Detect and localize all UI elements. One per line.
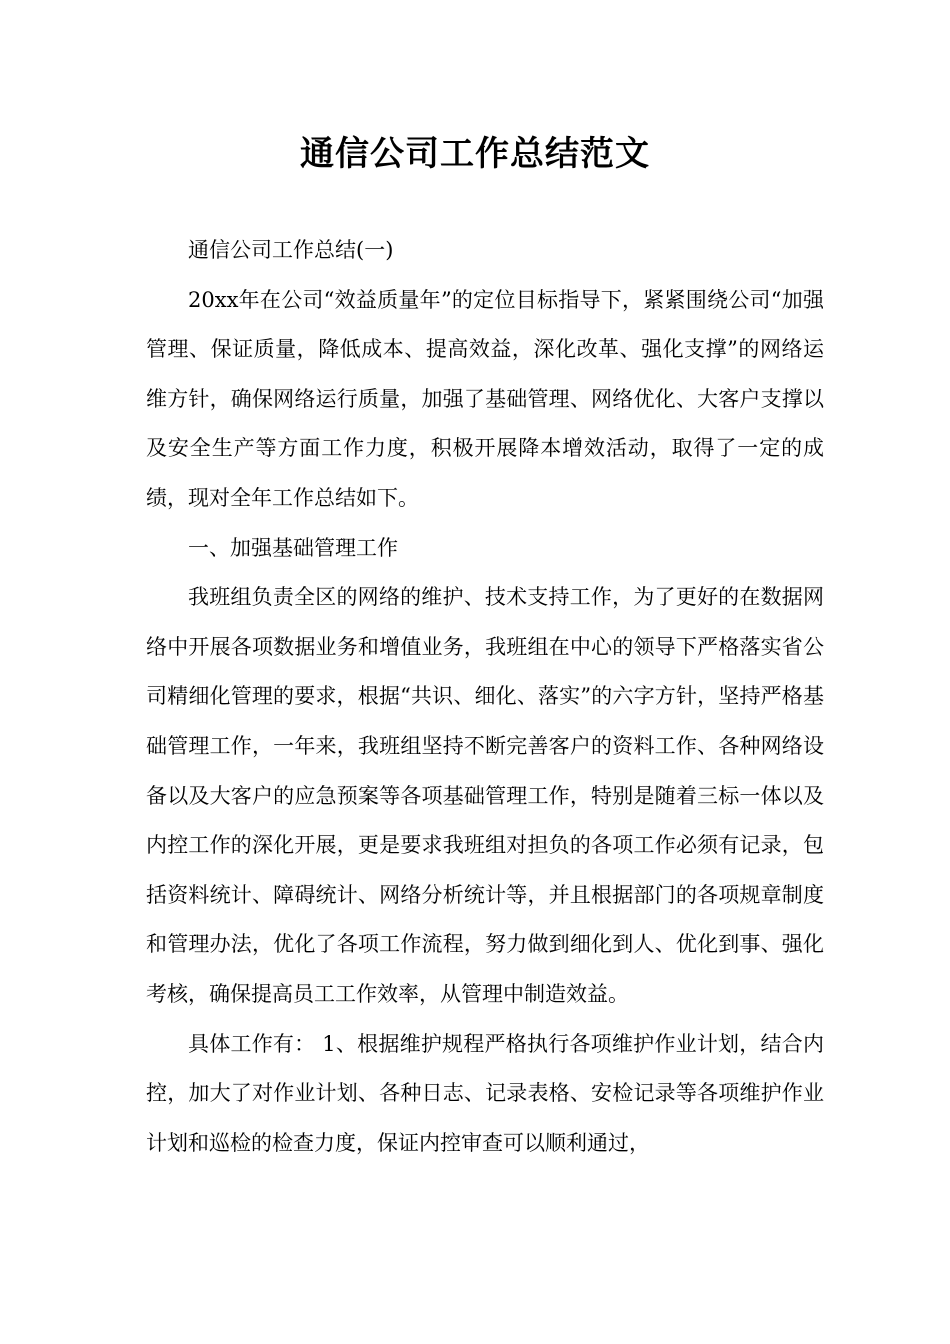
section-heading-summary-one: 通信公司工作总结(一) [188,238,394,262]
intro-paragraph: 20xx年在公司“效益质量年”的定位目标指导下，紧紧围绕公司“加强管理、保证质量，降低成本、提高效益，深化改革、强化支撑”的网络运维方针，确保网络运行质量，加强了基础管理、网络优化、大客户支撑以及安全生产等方面工作力度，积极开展降本增效活动，取得了一定的成绩，现对全年工作总结如下。 [146,287,824,510]
document-title: 通信公司工作总结范文 [300,134,650,174]
basic-management-paragraph: 我班组负责全区的网络的维护、技术支持工作，为了更好的在数据网络中开展各项数据业务和增值业务，我班组在中心的领导下严格落实省公司精细化管理的要求，根据“共识、细化、落实”的六字方针，坚持严格基础管理工作，一年来，我班组坚持不断完善客户的资料工作、各种网络设备以及大客户的应急预案等各项基础管理工作，特别是随着三标一体以及内控工作的深化开展，更是要求我班组对担负的各项工作必须有记录，包括资料统计、障碍统计、网络分析统计等，并且根据部门的各项规章制度和管理办法，优化了各项工作流程，努力做到细化到人、优化到事、强化考核，确保提高员工工作效率，从管理中制造效益。 [146,585,824,1006]
document-body [146,226,824,1168]
specific-work-paragraph: 具体工作有： 1、根据维护规程严格执行各项维护作业计划，结合内控，加大了对作业计划、各种日志、记录表格、安检记录等各项维护作业计划和巡检的检查力度，保证内控审查可以顺利通过， [146,1031,824,1155]
section-heading-basic-management: 一、加强基础管理工作 [188,535,398,560]
